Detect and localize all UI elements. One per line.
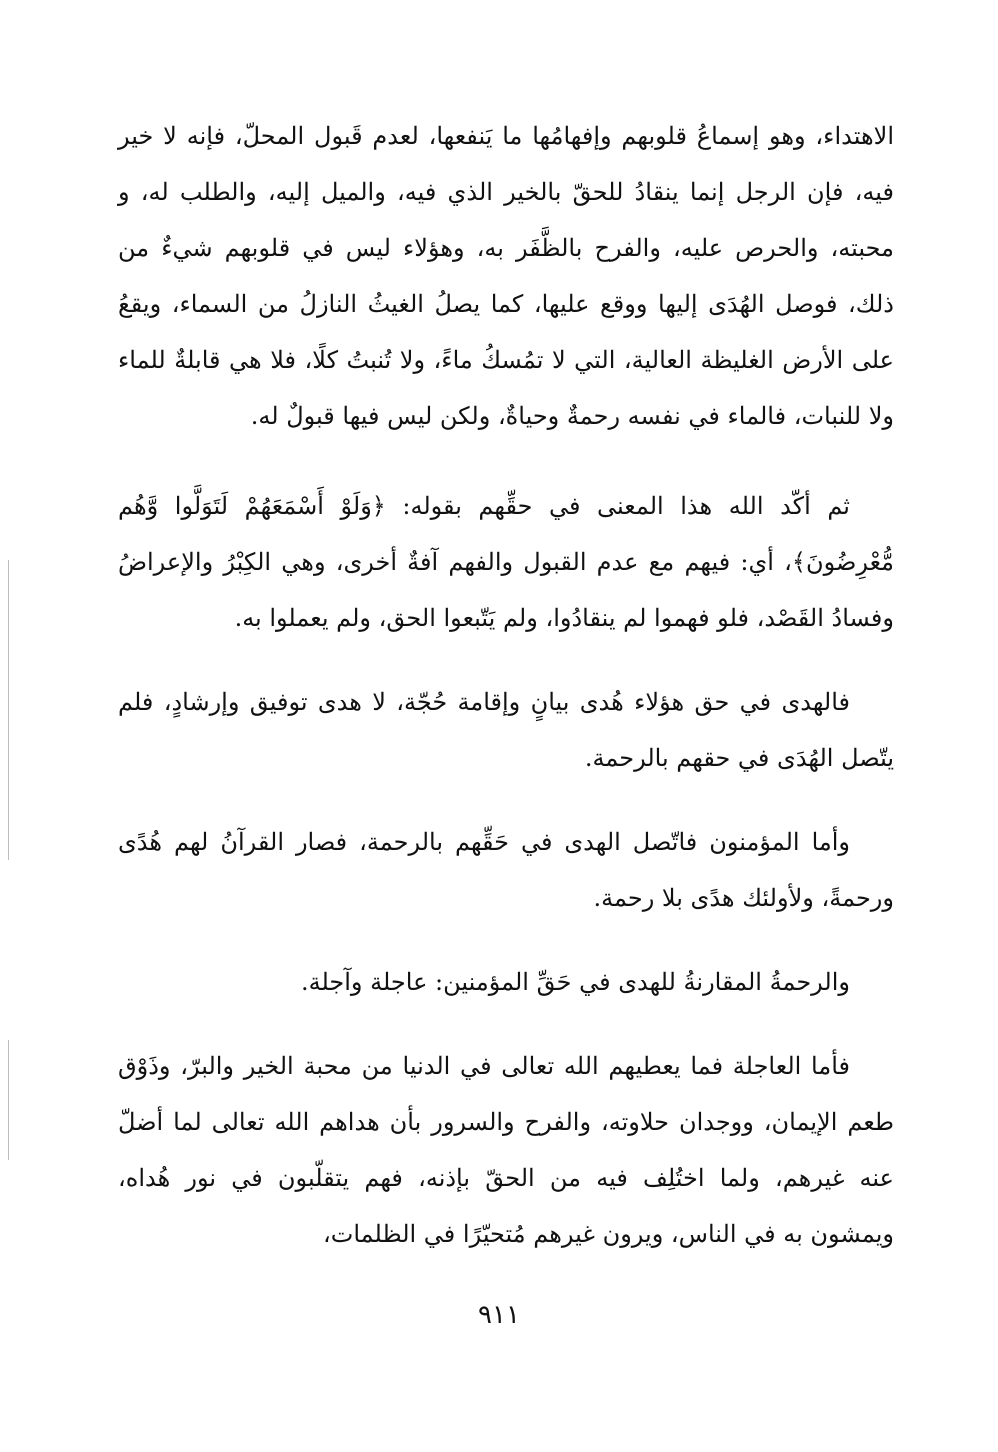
scan-edge-mark — [8, 560, 9, 860]
paragraph-2-rest: ، أي: فيهم مع عدم القبول والفهم آفةٌ أخرى، وهي الكِبْرُ والإعراضُ وفسادُ القَصْد، فلو فهموا لم ينقادُوا، ولم يَتّبعوا الحق، ولم يعملوا به. — [118, 548, 894, 632]
quran-verse: ﴿وَلَوْ أَسْمَعَهُمْ لَتَوَلَّوا وَّهُم مُّعْرِضُونَ﴾ — [118, 492, 895, 576]
paragraph-2 — [118, 478, 894, 646]
paragraph-5: والرحمةُ المقارنةُ للهدى في حَقِّ المؤمنين: عاجلة وآجلة. — [300, 968, 850, 996]
paragraph-6: فأما العاجلة فما يعطيهم الله تعالى في الدنيا من محبة الخير والبرّ، وذَوْق طعم الإيمان، ووجدان حلاوته، والفرح والسرور بأن هداهم الله تعالى لما أضلّ عنه غيرهم، ولما اختُلِف فيه من الحقّ بإذنه، فهم يتقلّبون في نور هُداه، ويمشون به في الناس، ويرون غيرهم مُتحيّرًا في الظلمات، — [118, 1052, 894, 1248]
paragraph-2-intro: ثم أكّد الله هذا المعنى في حقِّهم بقوله: — [385, 492, 850, 520]
page-body — [118, 108, 894, 1262]
scan-edge-mark — [8, 1040, 9, 1160]
paragraph-1: الاهتداء، وهو إسماعُ قلوبهم وإفهامُها ما يَنفعها، لعدم قَبول المحلّ، فإنه لا خير فيه، فإن الرجل إنما ينقادُ للحقّ بالخير الذي فيه، والميل إليه، والطلب له، و محبته، والحرص عليه، والفرح بالظَّفَر به، وهؤلاء ليس في قلوبهم شيءٌ من ذلك، فوصل الهُدَى إليها ووقع عليها، كما يصلُ الغيثُ النازلُ من السماء، ويقعُ على الأرض الغليظة العالية، التي لا تمُسكُ ماءً، ولا تُنبتُ كلًا، فلا هي قابلةٌ للماء ولا للنبات، فالماء في نفسه رحمةٌ وحياةٌ، ولكن ليس فيها قبولٌ له. — [118, 122, 895, 430]
page-number: ٩١١ — [478, 1300, 520, 1330]
paragraph-4: وأما المؤمنون فاتّصل الهدى في حَقِّهم بالرحمة، فصار القرآنُ لهم هُدًى ورحمةً، ولأولئك هدًى بلا رحمة. — [118, 828, 894, 912]
paragraph-3: فالهدى في حق هؤلاء هُدى بيانٍ وإقامة حُجّة، لا هدى توفيق وإرشادٍ، فلم يتّصل الهُدَى في حقهم بالرحمة. — [118, 688, 894, 772]
